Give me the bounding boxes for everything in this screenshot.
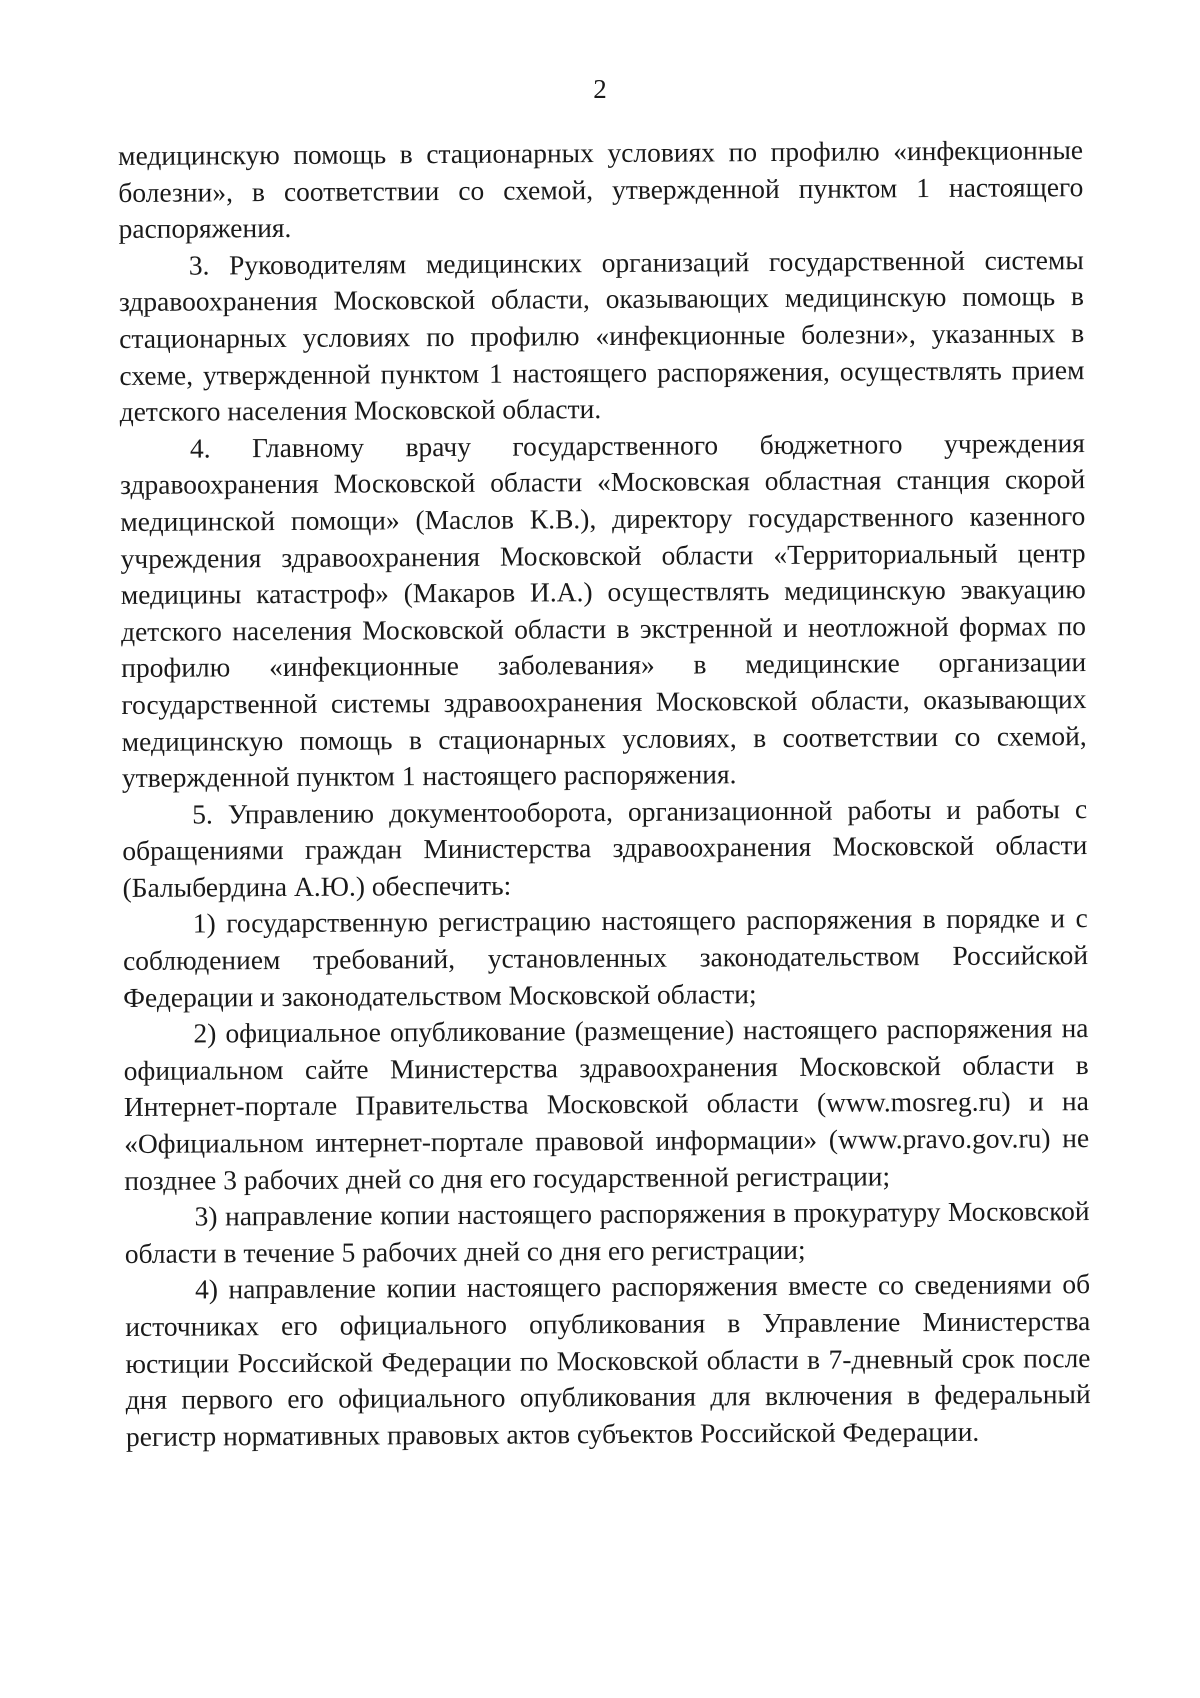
subparagraph-2: 2) официальное опубликование (размещение) настоящего распоряжения на официальном сайте Министерства здравоохранения Московской области в Интернет-портале Правительства Московской области (www.mosreg.ru) и на «Официальном интернет-портале правовой информации» (www.pravo.gov.ru) не позднее 3 рабочих дней со дня его государственной регистрации; [123,1012,1090,1196]
paragraph-item-4: 4. Главному врачу государственного бюджетного учреждения здравоохранения Московской области «Московская областная станция скорой медицинской помощи» (Маслов К.В.), директору государственного казенного учреждения здравоохранения Московской области «Территориальный центр медицины катастроф» (Макаров И.А.) осуществлять медицинскую эвакуацию детского населения Московской области в экстренной и неотложной формах по профилю «инфекционные заболевания» в медицинские организации государственной системы здравоохранения Московской области, оказывающих медицинскую помощь в стационарных условиях, в соответствии со схемой, утвержденной пунктом 1 настоящего распоряжения. [120,426,1087,794]
paragraph-continuation: медицинскую помощь в стационарных условиях по профилю «инфекционные болезни», в соответствии со схемой, утвержденной пунктом 1 настоящего распоряжения. [118,134,1084,245]
subparagraph-4: 4) направление копии настоящего распоряжения вместе со сведениями об источниках его официального опубликования в Управление Министерства юстиции Российской Федерации по Московской области в 7-дневный срок после дня первого его официального опубликования для включения в федеральный регистр нормативных правовых актов субъектов Российской Федерации. [125,1268,1091,1452]
subparagraph-3: 3) направление копии настоящего распоряжения в прокуратуру Московской области в течение 5 рабочих дней со дня его регистрации; [124,1195,1090,1269]
document-body [118,132,1091,1455]
subparagraph-1: 1) государственную регистрацию настоящего распоряжения в порядке и с соблюдением требований, установленных законодательством Российской Федерации и законодательством Московской области; [122,902,1089,1013]
paragraph-item-5: 5. Управлению документооборота, организационной работы и работы с обращениями граждан Министерства здравоохранения Московской области (Балыбердина А.Ю.) обеспечить: [122,792,1088,903]
page-number: 2 [593,74,607,104]
paragraph-item-3: 3. Руководителям медицинских организаций государственной системы здравоохранения Московской области, оказывающих медицинскую помощь в стационарных условиях по профилю «инфекционные болезни», указанных в схеме, утвержденной пунктом 1 настоящего распоряжения, осуществлять прием детского населения Московской области. [118,243,1085,428]
